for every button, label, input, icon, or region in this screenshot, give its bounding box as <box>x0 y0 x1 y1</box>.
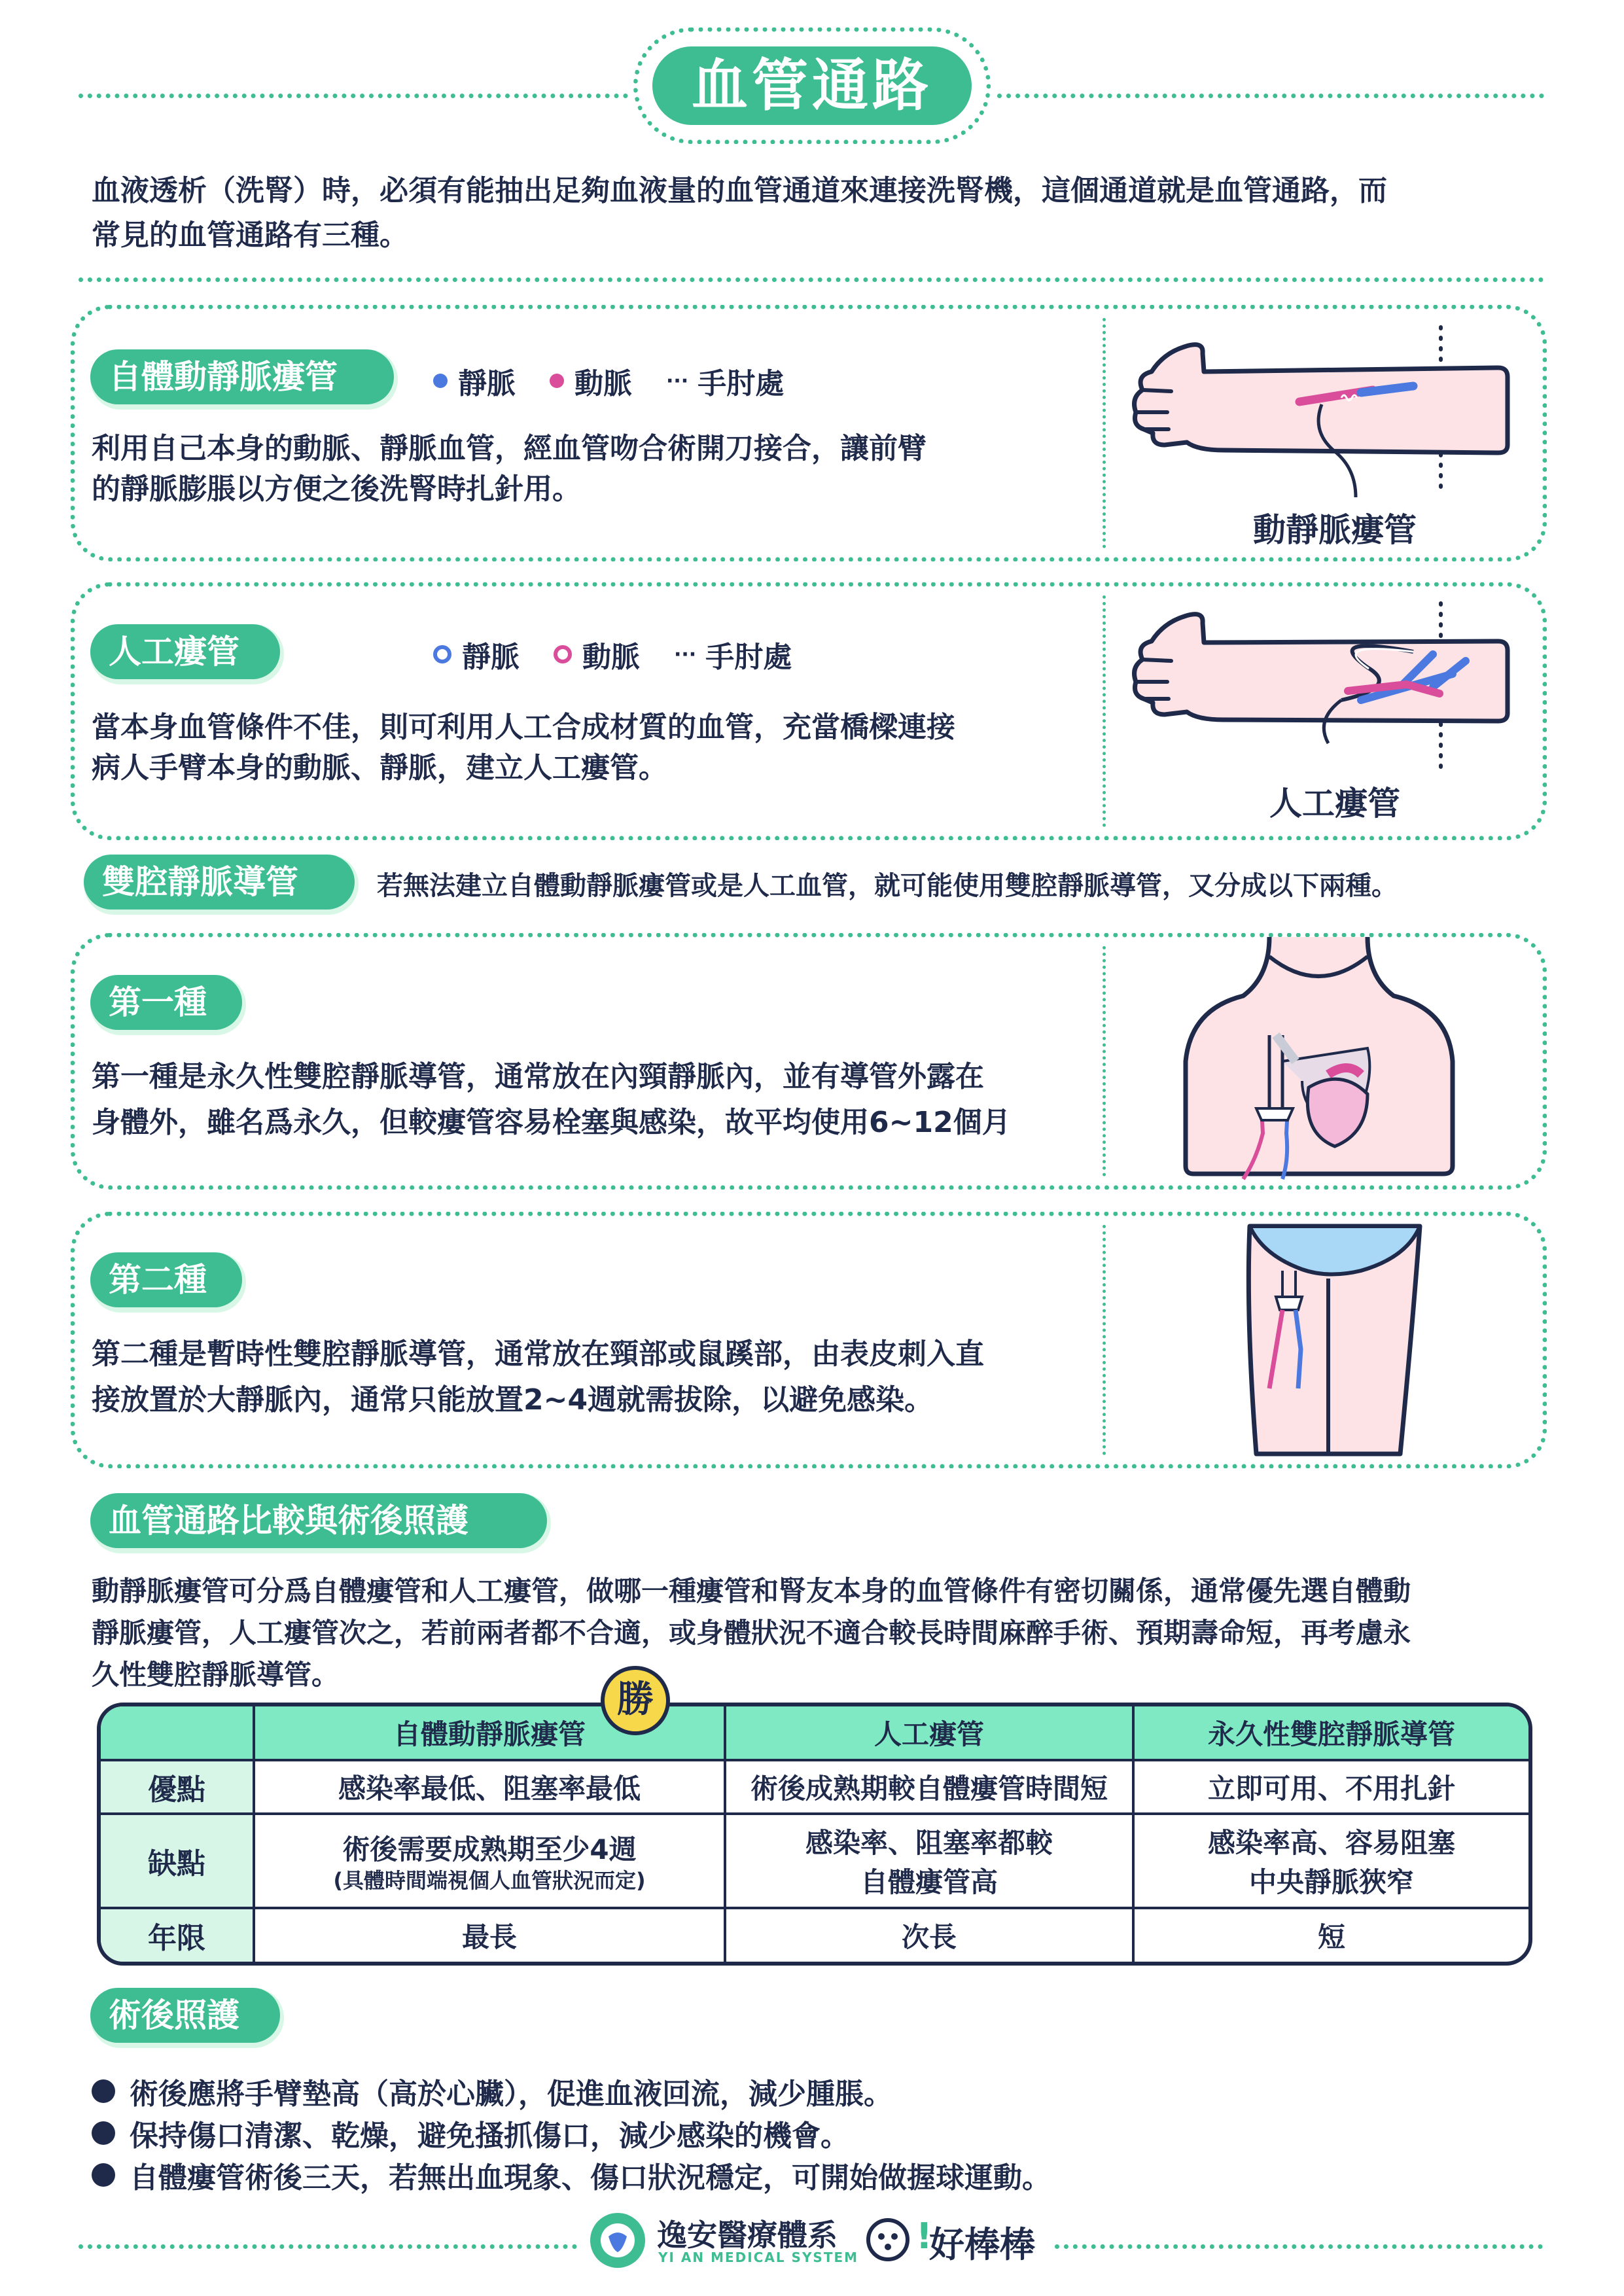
av-graft-caption: 人工瘻管 <box>1269 785 1400 822</box>
type1-label-pill <box>90 975 246 1035</box>
table-header-fistula: 自體動靜脈瘻管 <box>255 1706 726 1761</box>
legend-elbow: 手肘處 <box>697 367 785 400</box>
care-item <box>92 2070 892 2112</box>
artery-dot-icon <box>550 374 564 388</box>
smiley-logo-icon <box>865 2217 911 2263</box>
table-cell: 術後成熟期較自體瘻管時間短 <box>726 1761 1135 1815</box>
av-fistula-label: 自體動靜脈瘻管 <box>90 349 394 404</box>
header-rule-right <box>997 94 1544 98</box>
elbow-dots-icon: ··· <box>666 369 689 393</box>
type2-label-pill <box>90 1252 246 1313</box>
compare-text-1: 動靜脈瘻管可分爲自體瘻管和人工瘻管，做哪一種瘻管和腎友本身的血管條件有密切關係，通常優先選自體動 <box>92 1575 1411 1607</box>
table-cell: 次長 <box>726 1909 1135 1962</box>
elbow-dots-icon: ··· <box>674 643 697 666</box>
compare-text-3: 久性雙腔靜脈導管。 <box>92 1659 340 1691</box>
page-title: 血管通路 <box>652 46 972 125</box>
bullet-icon <box>92 2163 115 2187</box>
table-header-graft: 人工瘻管 <box>726 1706 1135 1761</box>
care-label-pill <box>90 1988 284 2048</box>
cell-line: 自體瘻管高 <box>860 1866 998 1898</box>
care-item <box>92 2112 849 2154</box>
table-header-corner <box>101 1706 255 1761</box>
type1-text-2: 身體外，雖名爲永久，但較瘻管容易栓塞與感染，故平均使用6~12個月 <box>92 1106 1011 1139</box>
footer-brand-en: YI AN MEDICAL SYSTEM <box>658 2250 859 2265</box>
intro-divider <box>79 277 1544 282</box>
title-badge <box>633 27 991 144</box>
legend-vein: 靜脈 <box>462 641 520 674</box>
av-graft-text-2: 病人手臂本身的動脈、靜脈，建立人工瘻管。 <box>92 751 667 785</box>
cell-line: 中央靜脈狹窄 <box>1248 1866 1414 1898</box>
table-cell: 感染率最低、阻塞率最低 <box>255 1761 726 1815</box>
footer-brand2-mark: ! <box>916 2216 932 2257</box>
row-label-cons: 缺點 <box>101 1815 255 1909</box>
row-label-pros: 優點 <box>101 1761 255 1815</box>
table-row <box>101 1761 1528 1815</box>
table-cell: 最長 <box>255 1909 726 1962</box>
av-fistula-label-pill <box>90 349 398 410</box>
compare-label-pill <box>90 1493 551 1553</box>
compare-text-2: 靜脈瘻管，人工瘻管次之，若前兩者都不合適，或身體狀況不適合較長時間麻醉手術、預期壽命短，再考慮永 <box>92 1617 1411 1649</box>
table-cell: 短 <box>1317 1921 1345 1953</box>
row-label-lifespan: 年限 <box>101 1909 255 1962</box>
table-row <box>101 1815 1528 1909</box>
type1-label: 第一種 <box>90 975 242 1030</box>
table-cell: 立即可用、不用扎針 <box>1135 1761 1528 1815</box>
table-header-row <box>101 1706 1528 1761</box>
cell-line: 感染率、阻塞率都較 <box>805 1827 1053 1859</box>
legend-artery: 動脈 <box>574 367 632 400</box>
av-fistula-text-2: 的靜脈膨脹以方便之後洗腎時扎針用。 <box>92 472 581 506</box>
bullet-icon <box>92 2079 115 2103</box>
footer-brand2: 好棒棒 <box>929 2224 1035 2265</box>
table-row <box>101 1909 1528 1962</box>
catheter-label: 雙腔靜脈導管 <box>84 855 355 910</box>
av-fistula-divider <box>1103 318 1106 548</box>
av-graft-label-pill <box>90 624 284 684</box>
footer-rule-left <box>79 2244 577 2249</box>
table-cell <box>726 1815 1135 1909</box>
care-item-text: 術後應將手臂墊高（高於心臟），促進血液回流，減少腫脹。 <box>130 2077 892 2111</box>
legend-artery: 動脈 <box>582 641 640 674</box>
yian-logo-icon <box>586 2209 649 2272</box>
chest-catheter-illustration <box>1171 937 1472 1186</box>
bullet-icon <box>92 2121 115 2145</box>
compare-label: 血管通路比較與術後照護 <box>90 1493 547 1548</box>
legend-elbow: 手肘處 <box>705 641 792 674</box>
footer-brand-cn: 逸安醫療體系 <box>657 2217 838 2253</box>
catheter-text: 若無法建立自體動靜脈瘻管或是人工血管，就可能使用雙腔靜脈導管，又分成以下兩種。 <box>377 871 1398 901</box>
av-graft-label: 人工瘻管 <box>90 624 280 679</box>
care-item <box>92 2154 1051 2196</box>
care-label: 術後照護 <box>90 1988 280 2043</box>
cell-subnote: (具體時間端視個人血管狀況而定) <box>333 1868 646 1893</box>
type1-divider <box>1103 946 1106 1176</box>
catheter-label-pill <box>84 855 359 915</box>
av-graft-text-1: 當本身血管條件不佳，則可利用人工合成材質的血管，充當橋樑連接 <box>92 711 955 744</box>
header-rule-left <box>79 94 628 98</box>
av-fistula-text-1: 利用自己本身的動脈、靜脈血管，經血管吻合術開刀接合，讓前臂 <box>92 432 927 465</box>
care-item-text: 自體瘻管術後三天，若無出血現象、傷口狀況穩定，可開始做握球運動。 <box>130 2161 1051 2195</box>
av-graft-legend <box>433 633 792 675</box>
vein-outline-icon <box>433 645 451 663</box>
av-fistula-caption: 動靜脈瘻管 <box>1253 511 1417 549</box>
intro-line-2: 常見的血管通路有三種。 <box>92 219 408 252</box>
type1-text-1: 第一種是永久性雙腔靜脈導管，通常放在內頸靜脈內，並有導管外露在 <box>92 1060 984 1093</box>
table-header-catheter: 永久性雙腔靜脈導管 <box>1135 1706 1528 1761</box>
av-fistula-legend <box>433 360 784 402</box>
vein-dot-icon <box>433 374 448 388</box>
winner-badge: 勝 <box>601 1666 670 1735</box>
av-graft-divider <box>1103 595 1106 827</box>
type2-divider <box>1103 1225 1106 1455</box>
type2-label: 第二種 <box>90 1252 242 1307</box>
artery-outline-icon <box>554 645 572 663</box>
care-item-text: 保持傷口清潔、乾燥，避免搔抓傷口，減少感染的機會。 <box>130 2119 849 2153</box>
groin-catheter-illustration <box>1230 1218 1439 1460</box>
comparison-table <box>97 1703 1532 1966</box>
legend-vein: 靜脈 <box>458 367 516 400</box>
type2-text-2: 接放置於大靜脈內，通常只能放置2~4週就需拔除，以避免感染。 <box>92 1383 934 1417</box>
cell-line: 感染率高、容易阻塞 <box>1207 1827 1455 1859</box>
table-cell <box>255 1815 726 1909</box>
type2-text-1: 第二種是暫時性雙腔靜脈導管，通常放在頸部或鼠蹊部，由表皮刺入直 <box>92 1337 984 1371</box>
cell-line: 術後需要成熟期至少4週 <box>342 1833 637 1865</box>
footer-rule-right <box>1055 2244 1543 2249</box>
table-cell <box>1135 1815 1528 1909</box>
intro-line-1: 血液透析（洗腎）時，必須有能抽出足夠血液量的血管通道來連接洗腎機，這個通道就是血管通路，而 <box>92 174 1387 207</box>
